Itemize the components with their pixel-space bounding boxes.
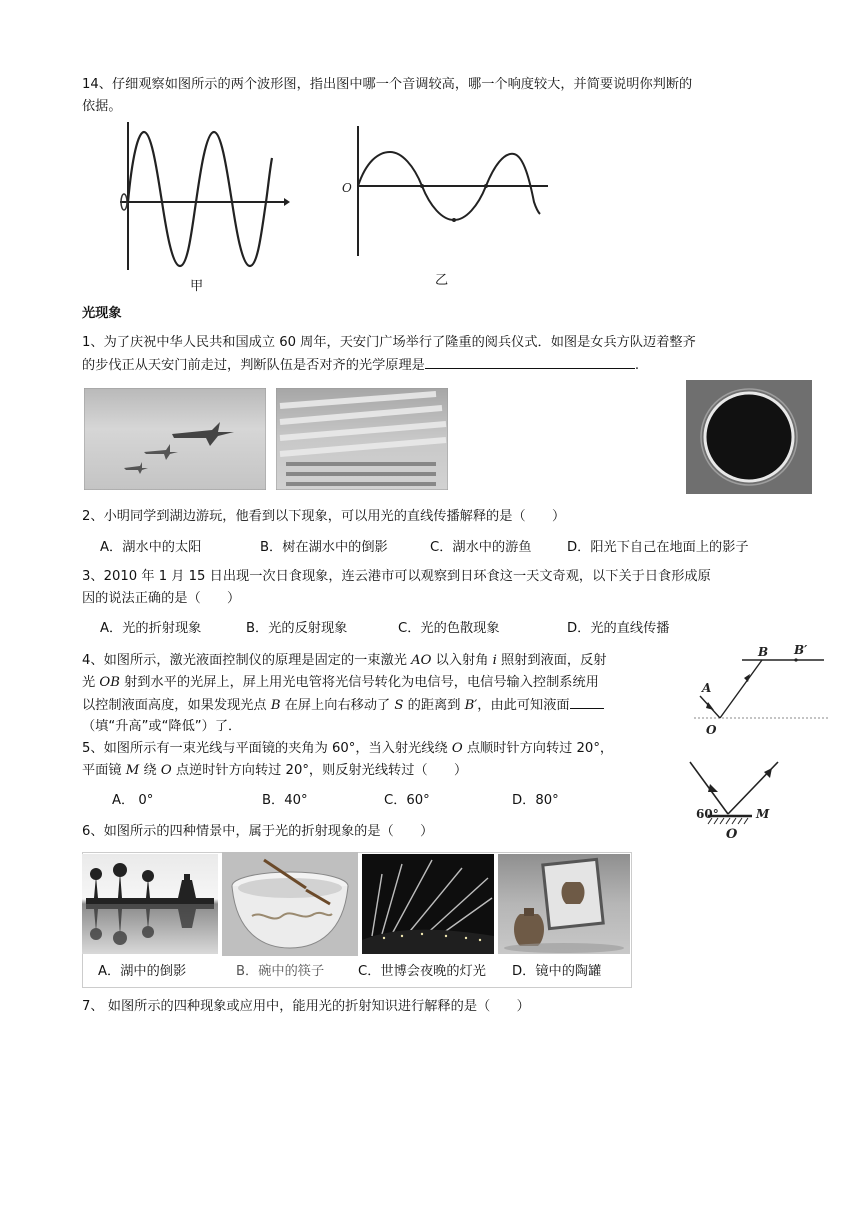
photo-expo-night-lights <box>362 854 494 954</box>
q3-option-d[interactable]: D．光的直线传播 <box>567 621 670 636</box>
q6-option-a[interactable]: A．湖中的倒影 <box>98 964 187 979</box>
svg-text:A: A <box>702 681 712 695</box>
q4-line3: 以控制液面高度，如果发现光点 B 在屏上向右移动了 S 的距离到 B′，由此可知液面 <box>82 694 604 717</box>
q5-line1: 5、如图所示有一束光线与平面镜的夹角为 60°，当入射光线绕 O 点顺时针方向转过 20°， <box>82 741 614 756</box>
svg-text:M: M <box>756 807 770 821</box>
q3-option-c[interactable]: C．光的色散现象 <box>398 621 500 636</box>
q5-mirror-figure <box>688 758 788 842</box>
svg-text:O: O <box>726 827 738 842</box>
photo-lake-reflection <box>82 854 218 954</box>
q5-line2: 平面镜 M 绕 O 点逆时针方向转过 20°，则反射光线转过（ ） <box>82 763 468 778</box>
q6-option-c[interactable]: C．世博会夜晚的灯光 <box>358 964 486 979</box>
svg-text:B′: B′ <box>794 643 808 657</box>
waveform-yi-figure <box>338 122 558 262</box>
q2-option-d[interactable]: D．阳光下自己在地面上的影子 <box>567 540 749 555</box>
q4-answer-blank[interactable] <box>570 694 604 709</box>
q5-option-d[interactable]: D．80° <box>512 793 559 808</box>
q3-option-a[interactable]: A．光的折射现象 <box>100 621 202 636</box>
svg-text:O: O <box>706 723 717 737</box>
q3-line1: 3、2010 年 1 月 15 日出现一次日食现象，连云港市可以观察到日环食这一天文奇观，以下关于日食形成原 <box>82 569 711 584</box>
q14-line1: 14、仔细观察如图所示的两个波形图，指出图中哪一个音调较高，哪一个响度较大，并简要说明你判断的 <box>82 77 693 92</box>
q3-line2: 因的说法正确的是（ ） <box>82 591 241 606</box>
axis-origin-label: O <box>342 181 352 195</box>
q5-option-a[interactable]: A． 0° <box>112 793 154 808</box>
q4-line1: 4、如图所示，激光液面控制仪的原理是固定的一束激光 AO 以入射角 i 照射到液面，反射 <box>82 653 607 668</box>
q6-option-d[interactable]: D．镜中的陶罐 <box>512 964 602 979</box>
q4-line4: （填“升高”或“降低”）了． <box>82 719 242 734</box>
caption-jia: 甲 <box>190 279 204 294</box>
q1-line1: 1、为了庆祝中华人民共和国成立 60 周年，天安门广场举行了隆重的阅兵仪式．如图是女兵方队迈着整齐 <box>82 335 696 350</box>
q1-end: . <box>634 358 640 373</box>
svg-text:60°: 60° <box>696 807 719 821</box>
photo-aircraft-flyover <box>84 388 266 490</box>
section-title: 光现象 <box>82 306 122 321</box>
q14-line2: 依据。 <box>82 99 122 114</box>
photo-chopsticks-in-bowl <box>222 852 358 956</box>
waveform-jia-figure <box>110 118 290 278</box>
q6-stem: 6、如图所示的四种情景中，属于光的折射现象的是（ ） <box>82 824 434 839</box>
q5-option-b[interactable]: B．40° <box>262 793 308 808</box>
q2-option-b[interactable]: B．树在湖水中的倒影 <box>260 540 388 555</box>
q4-line2: 光 OB 射到水平的光屏上，屏上用光电管将光信号转化为电信号，电信号输入控制系统用 <box>82 675 599 690</box>
svg-text:B: B <box>758 645 769 659</box>
photo-pottery-in-mirror <box>498 854 630 954</box>
photo-annular-eclipse <box>686 380 812 494</box>
q7-stem: 7、 如图所示的四种现象或应用中，能用光的折射知识进行解释的是（ ） <box>82 999 530 1014</box>
q4-laser-figure <box>694 642 830 738</box>
q2-option-c[interactable]: C．湖水中的游鱼 <box>430 540 532 555</box>
q1-answer-blank[interactable] <box>425 354 635 369</box>
caption-yi: 乙 <box>435 273 449 288</box>
q1-line2-text: 的步伐正从天安门前走过，判断队伍是否对齐的光学原理是 <box>82 358 425 373</box>
q1-line2 <box>82 354 639 377</box>
q2-option-a[interactable]: A．湖水中的太阳 <box>100 540 202 555</box>
q5-option-c[interactable]: C．60° <box>384 793 430 808</box>
photo-female-soldiers-marching <box>276 388 448 490</box>
waveform-jia-curve <box>128 132 272 266</box>
q2-stem: 2、小明同学到湖边游玩，他看到以下现象，可以用光的直线传播解释的是（ ） <box>82 509 566 524</box>
q6-option-b[interactable]: B．碗中的筷子 <box>236 964 325 979</box>
q3-option-b[interactable]: B．光的反射现象 <box>246 621 348 636</box>
